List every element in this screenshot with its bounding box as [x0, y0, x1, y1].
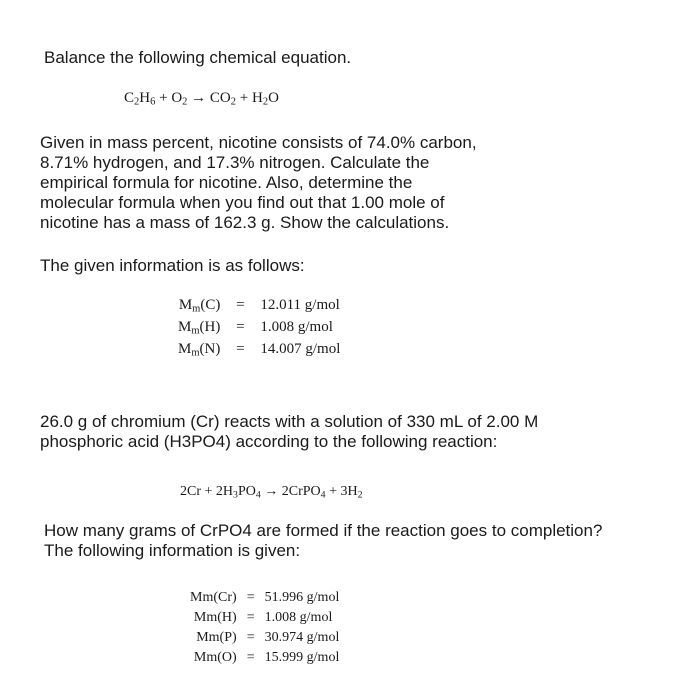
formula-co2: $CO_2$ — [209, 90, 237, 108]
molar-mass-label: $M_m(C)$ — [178, 296, 221, 315]
problem3-question-line-2: The following information is given: — [44, 541, 301, 560]
molar-mass-row — [178, 294, 340, 316]
given-information-label: The given information is as follows: — [40, 256, 305, 275]
molar-mass-label: Mm(H) — [193, 610, 237, 625]
equals-sign: = — [236, 296, 245, 313]
problem3-line-1: 26.0 g of chromium (Cr) reacts with a solution of 330 mL of 2.00 M — [40, 412, 539, 431]
problem3-line-2: phosphoric acid (H3PO4) according to the following reaction: — [40, 432, 498, 451]
reaction-arrow: → — [264, 484, 279, 499]
formula-water: $H_2O$ — [251, 90, 279, 108]
molar-mass-label: Mm(O) — [193, 650, 237, 665]
formula-oxygen: $O_2$ — [171, 90, 188, 108]
formula-phosphoric-acid: $2H_3PO_4$ — [215, 484, 261, 501]
molar-mass-value: 1.008 g/mol — [260, 318, 333, 335]
problem2-line-4: molecular formula when you find out that 1.00 mole of — [40, 193, 445, 212]
problem2-line-1: Given in mass percent, nicotine consists of 74.0% carbon, — [40, 133, 477, 152]
nicotine-molar-mass-table — [178, 294, 340, 360]
equals-sign: = — [246, 630, 255, 645]
equals-sign: = — [246, 590, 255, 605]
problem2-line-2: 8.71% hydrogen, and 17.3% nitrogen. Calculate the — [40, 153, 430, 172]
plus-sign: + — [159, 90, 168, 106]
plus-sign: + — [329, 484, 337, 499]
formula-chromium-phosphate: 2CrPO$_4$ — [281, 484, 326, 501]
equals-sign: = — [236, 318, 245, 335]
problem3-question-line-1: How many grams of CrPO4 are formed if the reaction goes to completion? — [44, 521, 603, 540]
plus-sign: + — [239, 90, 249, 106]
molar-mass-label: $M_m(H)$ — [178, 318, 221, 337]
equals-sign: = — [236, 340, 245, 357]
molar-mass-label: $M_m(N)$ — [178, 340, 221, 359]
molar-mass-value: 51.996 g/mol — [264, 590, 340, 605]
molar-mass-row — [178, 316, 340, 338]
molar-mass-value: 30.974 g/mol — [264, 630, 340, 645]
molar-mass-row — [190, 588, 339, 608]
molar-mass-row — [190, 628, 339, 648]
reaction-arrow: → — [191, 90, 207, 106]
molar-mass-row — [190, 608, 339, 628]
problem1-heading: Balance the following chemical equation. — [44, 48, 352, 67]
formula-chromium: 2Cr — [180, 484, 201, 499]
molar-mass-value: 15.999 g/mol — [264, 650, 340, 665]
equals-sign: = — [246, 610, 255, 625]
equals-sign: = — [246, 650, 255, 665]
molar-mass-row — [190, 648, 339, 668]
plus-sign: + — [204, 484, 213, 499]
problem2-line-5: nicotine has a mass of 162.3 g. Show the calculations. — [40, 213, 450, 232]
problem2-line-3: empirical formula for nicotine. Also, determine the — [40, 173, 413, 192]
equation-ethane-combustion — [124, 90, 279, 107]
equation-chromium-reaction — [180, 484, 363, 500]
molar-mass-value: 1.008 g/mol — [264, 610, 333, 625]
molar-mass-label: Mm(P) — [196, 630, 237, 645]
molar-mass-value: 14.007 g/mol — [260, 340, 341, 357]
molar-mass-label: Mm(Cr) — [190, 590, 237, 605]
molar-mass-value: 12.011 g/mol — [260, 296, 340, 313]
molar-mass-row — [178, 338, 340, 360]
formula-ethane: $C_2H_6$ — [124, 90, 156, 108]
formula-hydrogen: $3H_2$ — [340, 484, 363, 501]
chromium-molar-mass-table — [190, 588, 339, 668]
